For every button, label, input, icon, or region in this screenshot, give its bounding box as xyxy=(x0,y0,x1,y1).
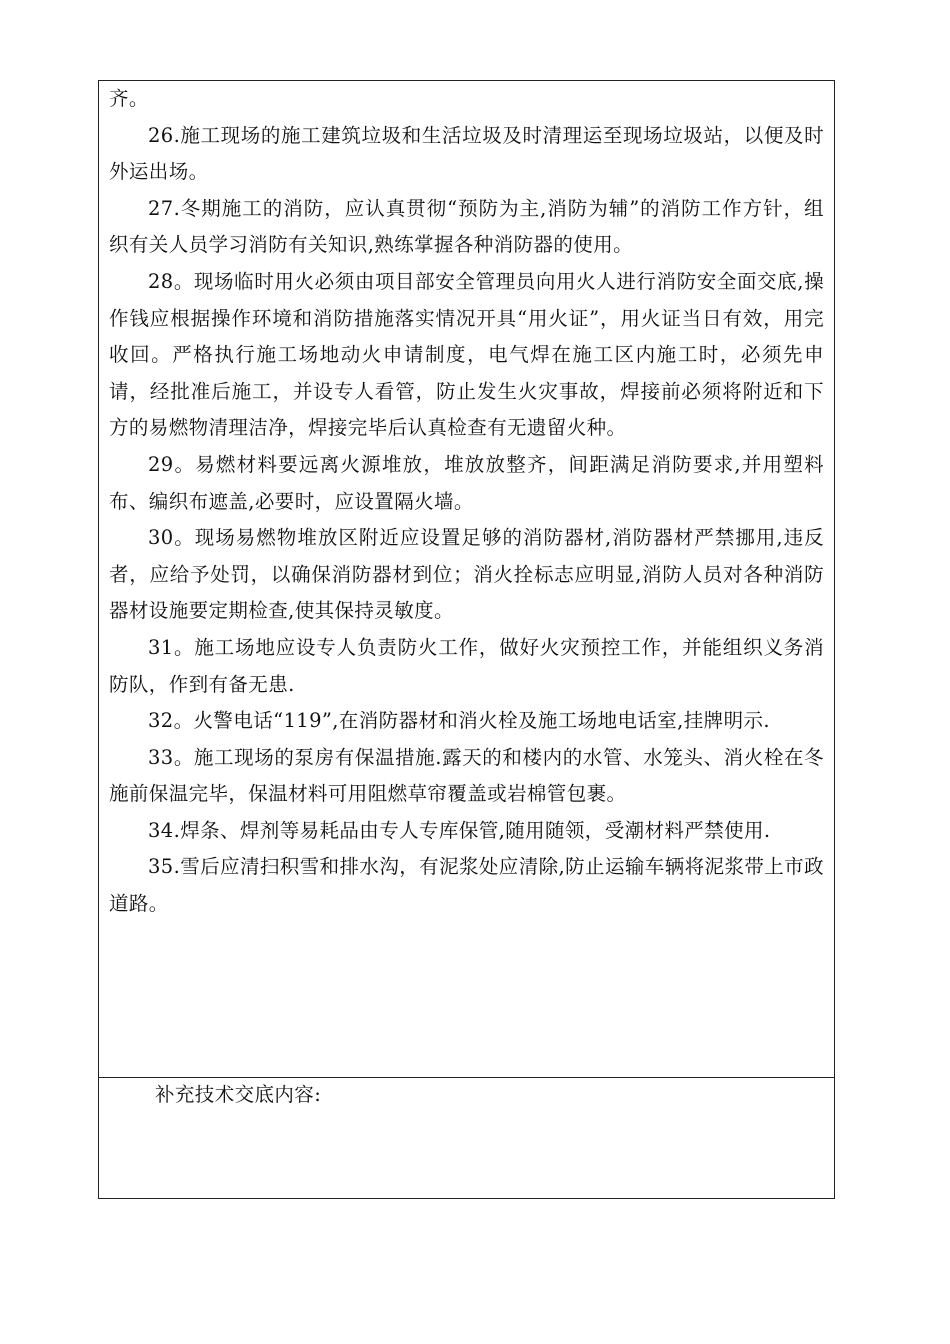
clause-34: 34.焊条、焊剂等易耗品由专人专库保管,随用随领，受潮材料严禁使用. xyxy=(148,818,771,842)
clause-30: 30。现场易燃物堆放区附近应设置足够的消防器材,消防器材严禁挪用,违反者，应给予处罚，以确保消防器材到位；消火拴标志应明显,消防人员对各种消防器材设施要定期检查,使其保持灵敏度。 xyxy=(109,526,824,623)
clause-32: 32。火警电话“119”,在消防器材和消火栓及施工场地电话室,挂牌明示. xyxy=(148,709,770,733)
clause-29: 29。易燃材料要远离火源堆放，堆放放整齐，间距满足消防要求,并用塑料布、编织布遮盖,必要时，应设置隔火墙。 xyxy=(109,452,824,513)
clause-35: 35.雪后应清扫积雪和排水沟，有泥浆处应清除,防止运输车辆将泥浆带上市政道路。 xyxy=(109,855,824,916)
table-row-divider xyxy=(99,1077,834,1078)
clause-33: 33。施工现场的泵房有保温措施.露天的和楼内的水管、水笼头、消火栓在冬施前保温完毕，保温材料可用阻燃草帘覆盖或岩棉管包裹。 xyxy=(109,745,824,806)
clause-26: 26.施工现场的施工建筑垃圾和生活垃圾及时清理运至现场垃圾站，以便及时外运出场。 xyxy=(109,123,824,184)
continuation-text: 齐。 xyxy=(109,87,149,110)
technical-disclosure-table xyxy=(98,80,835,1199)
supplement-cell xyxy=(99,1079,834,1199)
clause-31: 31。施工场地应设专人负责防火工作，做好火灾预控工作，并能组织义务消防队，作到有备无患. xyxy=(109,635,824,696)
disclosure-content-cell xyxy=(99,81,834,1077)
supplement-label: 补充技术交底内容: xyxy=(155,1083,322,1106)
clause-27: 27.冬期施工的消防，应认真贯彻“预防为主,消防为辅”的消防工作方针，组织有关人员学习消防有关知识,熟练掌握各种消防器的使用。 xyxy=(109,196,824,257)
clause-28: 28。现场临时用火必须由项目部安全管理员向用火人进行消防安全面交底,操作钱应根据操作环境和消防措施落实情况开具“用火证”，用火证当日有效，用完收回。严格执行施工场地动火申请制度，电气焊在施工区内施工时，必须先申请，经批准后施工，并设专人看管，防止发生火灾事故，焊接前必须将附近和下方的易燃物清理洁净，焊接完毕后认真检查有无遗留火种。 xyxy=(109,269,824,440)
